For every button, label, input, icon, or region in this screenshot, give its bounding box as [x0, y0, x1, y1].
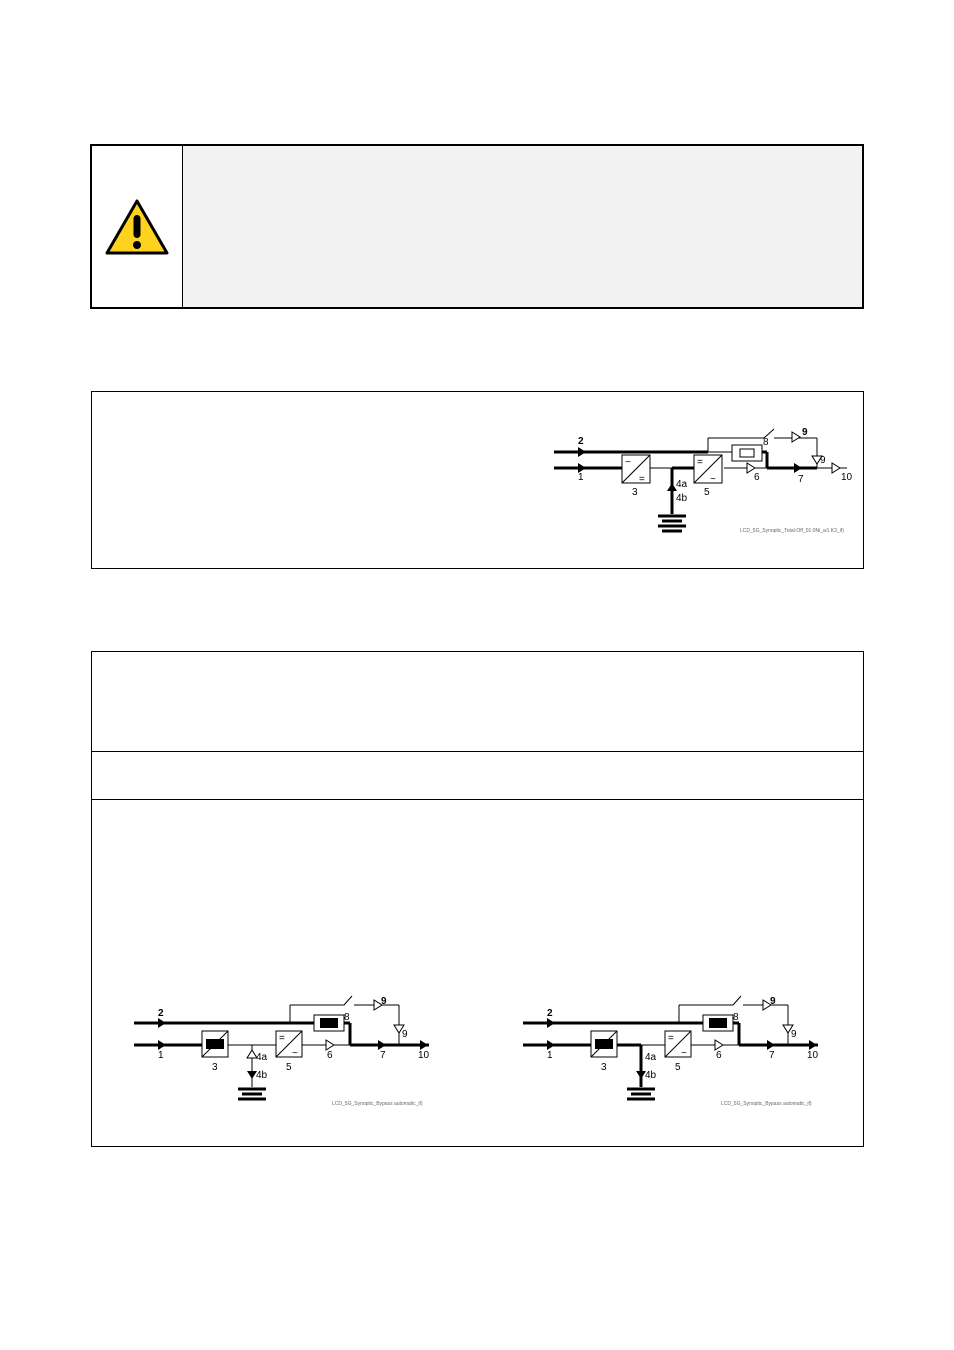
diagram-caption: LCD_5G_Synoptic_Bypass automatic_if)	[721, 1101, 812, 1107]
diagram-label-6: 6	[327, 1050, 333, 1061]
diagram-label-7: 7	[769, 1050, 775, 1061]
diagram-label-3: 3	[601, 1062, 607, 1073]
diagram-label-7: 7	[380, 1050, 386, 1061]
diagram-label-2: 2	[578, 436, 584, 447]
synoptic-diagram-total-off	[552, 428, 862, 540]
diagram-label-4a: 4a	[676, 479, 688, 490]
svg-text:=: =	[668, 1033, 674, 1044]
diagram-label-6: 6	[754, 472, 760, 483]
diagram-label-8: 8	[344, 1012, 350, 1023]
diagram-label-1: 1	[547, 1050, 553, 1061]
svg-text:~: ~	[625, 457, 631, 468]
svg-text:~: ~	[710, 474, 716, 485]
diagram-label-4b: 4b	[256, 1070, 268, 1081]
svg-text:=: =	[639, 474, 645, 485]
diagram-label-4b: 4b	[645, 1070, 657, 1081]
diagram-label-8: 8	[763, 437, 769, 448]
diagram-label-4b: 4b	[676, 493, 688, 504]
diagram-label-9-top: 9	[381, 996, 387, 1007]
diagram-label-10: 10	[418, 1050, 430, 1061]
svg-text:~: ~	[681, 1048, 687, 1059]
svg-text:=: =	[279, 1033, 285, 1044]
diagram-label-9-top: 9	[770, 996, 776, 1007]
table-row	[92, 652, 863, 752]
diagram-label-5: 5	[286, 1062, 292, 1073]
diagram-label-2: 2	[158, 1008, 164, 1019]
svg-text:=: =	[697, 457, 703, 468]
warning-icon-cell	[92, 146, 183, 307]
diagram-label-6: 6	[716, 1050, 722, 1061]
diagram-label-5: 5	[675, 1062, 681, 1073]
diagram-label-5: 5	[704, 487, 710, 498]
info-table	[91, 651, 864, 1147]
diagram-label-3: 3	[212, 1062, 218, 1073]
warning-text-area	[183, 146, 862, 307]
diagram-caption: LCD_5G_Synoptic_Bypass automatic_if)	[332, 1101, 423, 1107]
diagram-label-1: 1	[578, 472, 584, 483]
warning-icon	[104, 198, 170, 256]
synoptic-diagram-bypass-left	[132, 995, 442, 1107]
diagram-label-4a: 4a	[256, 1052, 268, 1063]
diagram-label-9-top: 9	[802, 428, 808, 438]
diagram-label-10: 10	[807, 1050, 819, 1061]
diagram-label-1: 1	[158, 1050, 164, 1061]
diagram-label-10: 10	[841, 472, 853, 483]
synoptic-panel	[91, 391, 864, 569]
diagram-label-9-side: 9	[820, 455, 826, 466]
table-row	[92, 751, 863, 800]
diagram-label-9-side: 9	[791, 1029, 797, 1040]
diagram-label-3: 3	[632, 487, 638, 498]
diagram-label-4a: 4a	[645, 1052, 657, 1063]
diagram-label-9-side: 9	[402, 1029, 408, 1040]
diagram-label-2: 2	[547, 1008, 553, 1019]
svg-text:~: ~	[292, 1048, 298, 1059]
synoptic-diagram-bypass-right	[521, 995, 831, 1107]
diagram-label-7: 7	[798, 474, 804, 485]
diagram-label-8: 8	[733, 1012, 739, 1023]
warning-box	[90, 144, 864, 309]
diagram-caption: LCD_5G_Synoptic_Total-Off_01:0Ni_w1 K3_if)	[740, 528, 844, 534]
